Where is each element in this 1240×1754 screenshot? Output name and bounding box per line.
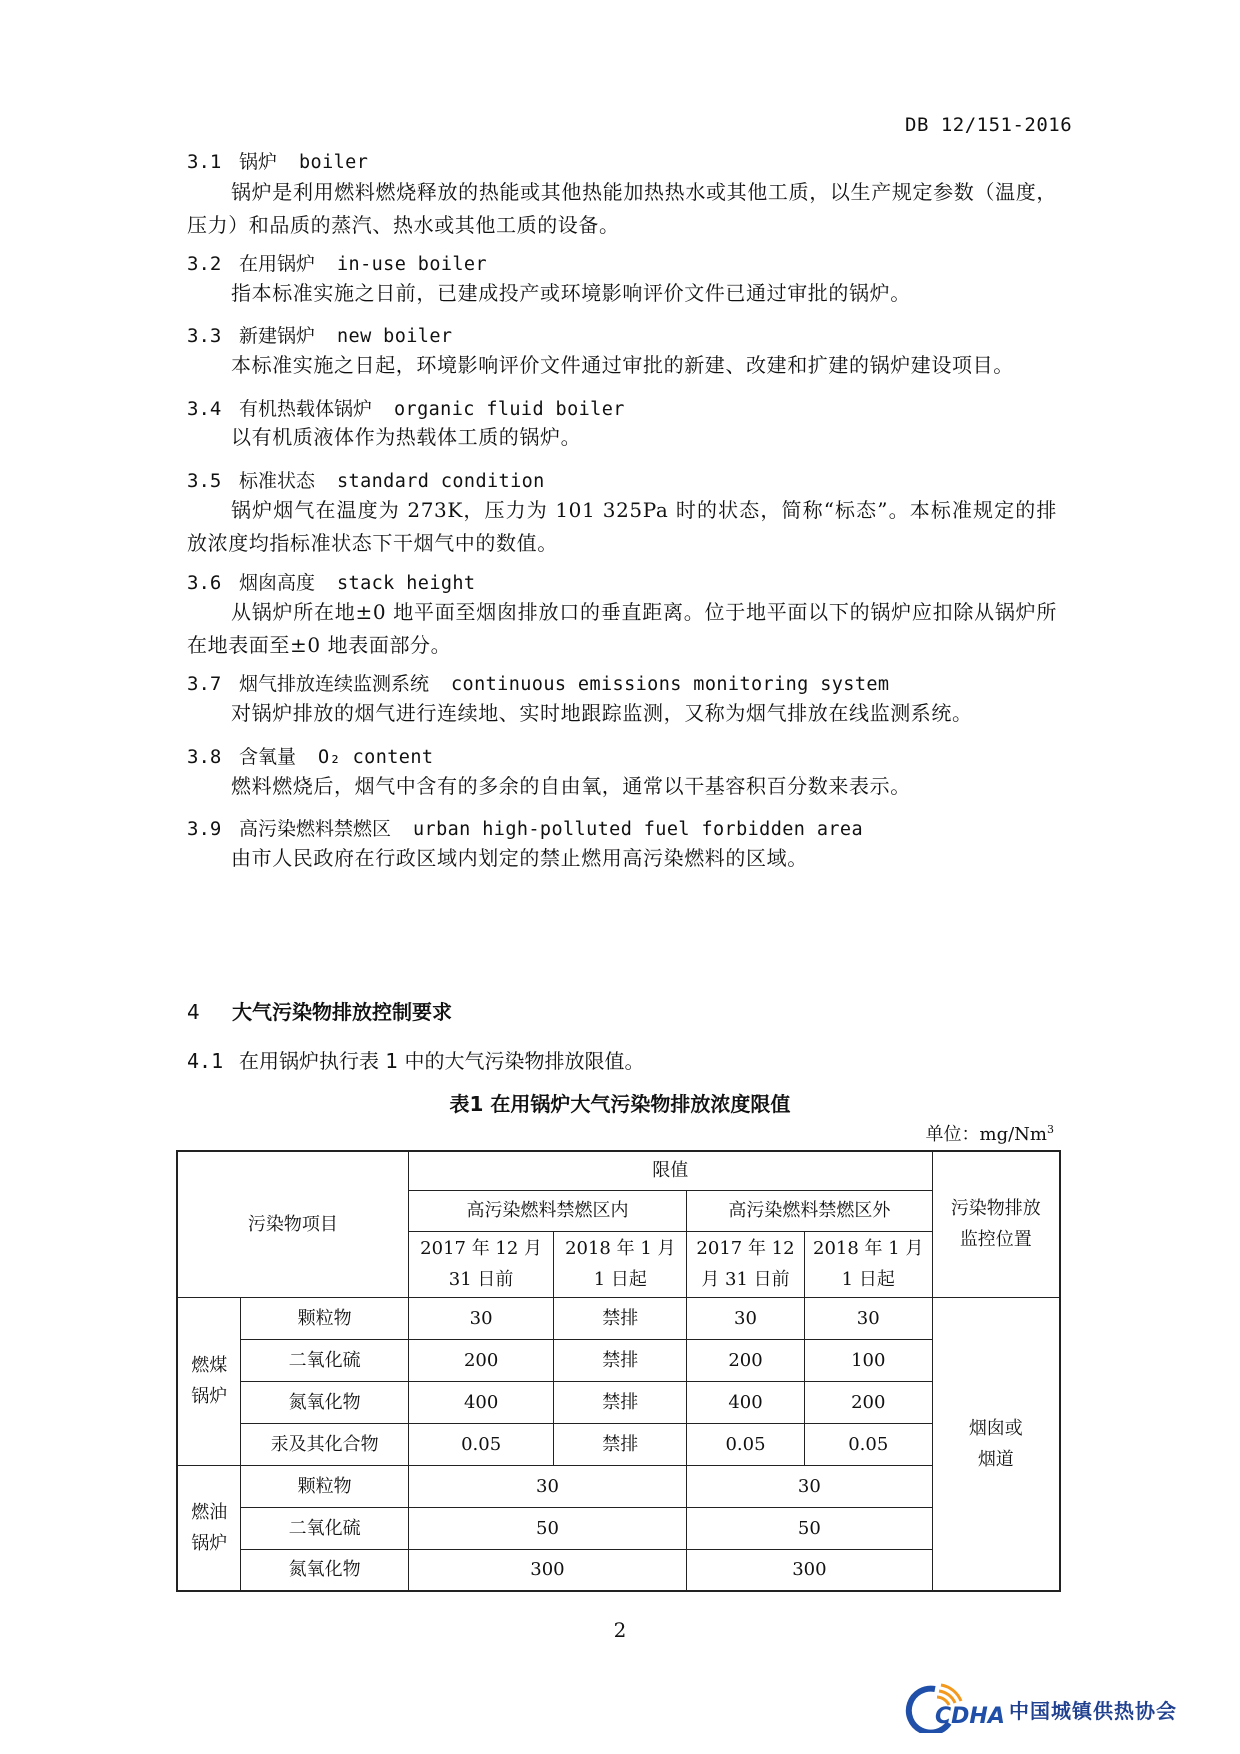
term-en: organic fluid boiler <box>394 399 625 420</box>
limit-value: 50 <box>408 1507 686 1549</box>
term-heading-3-5 <box>187 466 545 493</box>
term-heading-3-9 <box>187 814 863 841</box>
table-row <box>177 1339 1060 1381</box>
term-heading-3-8 <box>187 742 433 769</box>
term-definition-3-2: 指本标准实施之日前，已建成投产或环境影响评价文件已通过审批的锅炉。 <box>231 281 911 305</box>
limit-value: 禁排 <box>554 1423 687 1465</box>
unit-text: 单位：mg/Nm <box>925 1124 1047 1145</box>
table-row <box>177 1423 1060 1465</box>
term-number: 3.5 <box>187 470 222 492</box>
limit-value: 100 <box>804 1339 932 1381</box>
limit-value: 0.05 <box>804 1423 932 1465</box>
logo-mark-text: CDHA <box>935 1704 1005 1729</box>
limit-value: 30 <box>687 1465 933 1507</box>
limit-value: 400 <box>687 1381 805 1423</box>
term-heading-3-6 <box>187 568 475 595</box>
limit-value: 200 <box>804 1381 932 1423</box>
unit-superscript: 3 <box>1047 1123 1054 1136</box>
term-zh: 烟气排放连续监测系统 <box>239 673 430 695</box>
limit-value: 30 <box>408 1297 554 1339</box>
term-definition-3-7: 对锅炉排放的烟气进行连续地、实时地跟踪监测，又称为烟气排放在线监测系统。 <box>231 701 973 725</box>
term-definition-3-1: 锅炉是利用燃料燃烧释放的热能或其他热能加热热水或其他工质，以生产规定参数（温度，压力）和品质的蒸汽、热水或其他工质的设备。 <box>187 180 1057 237</box>
header-zone-outside: 高污染燃料禁燃区外 <box>687 1190 933 1231</box>
limit-value: 0.05 <box>408 1423 554 1465</box>
clause-number: 4.1 <box>187 1049 224 1073</box>
term-heading-3-3 <box>187 321 452 348</box>
limit-value: 200 <box>408 1339 554 1381</box>
section-title: 大气污染物排放控制要求 <box>232 1000 452 1024</box>
term-en: O₂ content <box>318 747 434 768</box>
term-definition-3-4: 以有机质液体作为热载体工质的锅炉。 <box>231 425 582 449</box>
term-zh: 新建锅炉 <box>239 325 316 347</box>
term-heading-3-2 <box>187 249 487 276</box>
pollutant-name: 汞及其化合物 <box>241 1423 408 1465</box>
term-number: 3.6 <box>187 572 222 594</box>
term-heading-3-1 <box>187 147 368 174</box>
term-number: 3.7 <box>187 673 222 695</box>
header-limit: 限值 <box>408 1151 932 1190</box>
limit-value: 300 <box>687 1549 933 1591</box>
limit-value: 禁排 <box>554 1339 687 1381</box>
section-4-heading <box>187 996 452 1025</box>
term-en: in-use boiler <box>337 254 488 275</box>
table-caption: 表1 在用锅炉大气污染物排放浓度限值 <box>449 1092 791 1116</box>
term-number: 3.4 <box>187 398 222 420</box>
header-zone-inside: 高污染燃料禁燃区内 <box>408 1190 686 1231</box>
term-en: stack height <box>337 573 476 594</box>
pollutant-name: 氮氧化物 <box>241 1549 408 1591</box>
logo-text: 中国城镇供热协会 <box>1009 1699 1177 1723</box>
table-row <box>177 1297 1060 1339</box>
document-id: DB 12/151-2016 <box>905 114 1073 136</box>
emission-limits-table <box>176 1150 1061 1592</box>
clause-text: 在用锅炉执行表 1 中的大气污染物排放限值。 <box>239 1049 645 1073</box>
term-zh: 在用锅炉 <box>239 253 316 275</box>
table-row <box>177 1465 1060 1507</box>
limit-value: 200 <box>687 1339 805 1381</box>
header-pollutant-item: 污染物项目 <box>177 1151 408 1297</box>
limit-value: 300 <box>408 1549 686 1591</box>
term-en: boiler <box>299 152 369 173</box>
limit-value: 0.05 <box>687 1423 805 1465</box>
clause-4-1 <box>187 1045 644 1074</box>
term-zh: 标准状态 <box>239 470 316 492</box>
table-row <box>177 1507 1060 1549</box>
limit-value: 30 <box>408 1465 686 1507</box>
term-definition-3-5: 锅炉烟气在温度为 273K，压力为 101 325Pa 时的状态，简称“标态”。本标准规定的排放浓度均指标准状态下干烟气中的数值。 <box>187 498 1057 555</box>
cdha-logo-mark-icon <box>905 1683 1009 1733</box>
header-date-4: 2018 年 1 月 1 日起 <box>804 1231 932 1297</box>
term-en: standard condition <box>337 471 545 492</box>
term-heading-3-7 <box>187 669 889 696</box>
term-zh: 有机热载体锅炉 <box>239 398 373 420</box>
table-row <box>177 1381 1060 1423</box>
term-zh: 含氧量 <box>239 746 297 768</box>
association-logo <box>905 1683 1215 1733</box>
table-unit <box>926 1120 1054 1146</box>
pollutant-name: 氮氧化物 <box>241 1381 408 1423</box>
limit-value: 30 <box>804 1297 932 1339</box>
pollutant-name: 颗粒物 <box>241 1297 408 1339</box>
term-en: continuous emissions monitoring system <box>451 674 890 695</box>
pollutant-name: 二氧化硫 <box>241 1507 408 1549</box>
header-date-3: 2017 年 12 月 31 日前 <box>687 1231 805 1297</box>
header-date-1: 2017 年 12 月 31 日前 <box>408 1231 554 1297</box>
pollutant-name: 二氧化硫 <box>241 1339 408 1381</box>
monitor-location: 烟囱或烟道 <box>932 1297 1060 1591</box>
term-heading-3-4 <box>187 394 625 421</box>
term-number: 3.8 <box>187 746 222 768</box>
term-definition-3-8: 燃料燃烧后，烟气中含有的多余的自由氧，通常以干基容积百分数来表示。 <box>231 774 911 798</box>
term-en: new boiler <box>337 326 453 347</box>
table-row <box>177 1549 1060 1591</box>
header-monitor-location: 污染物排放监控位置 <box>932 1151 1060 1297</box>
limit-value: 50 <box>687 1507 933 1549</box>
limit-value: 400 <box>408 1381 554 1423</box>
term-zh: 高污染燃料禁燃区 <box>239 818 392 840</box>
section-number: 4 <box>187 1000 200 1024</box>
term-number: 3.9 <box>187 818 222 840</box>
limit-value: 30 <box>687 1297 805 1339</box>
limit-value: 禁排 <box>554 1297 687 1339</box>
coal-boiler-label: 燃煤锅炉 <box>177 1297 241 1465</box>
oil-boiler-label: 燃油锅炉 <box>177 1465 241 1591</box>
term-definition-3-6: 从锅炉所在地±0 地平面至烟囱排放口的垂直距离。位于地平面以下的锅炉应扣除从锅炉所在地表面至±0 地表面部分。 <box>187 600 1057 657</box>
term-number: 3.1 <box>187 151 222 173</box>
term-en: urban high-polluted fuel forbidden area <box>413 819 863 840</box>
page-number: 2 <box>613 1618 627 1642</box>
term-definition-3-3: 本标准实施之日起，环境影响评价文件通过审批的新建、改建和扩建的锅炉建设项目。 <box>231 353 1014 377</box>
term-zh: 锅炉 <box>239 151 278 173</box>
term-zh: 烟囱高度 <box>239 572 316 594</box>
limit-value: 禁排 <box>554 1381 687 1423</box>
term-number: 3.2 <box>187 253 222 275</box>
term-number: 3.3 <box>187 325 222 347</box>
pollutant-name: 颗粒物 <box>241 1465 408 1507</box>
term-definition-3-9: 由市人民政府在行政区域内划定的禁止燃用高污染燃料的区域。 <box>231 846 808 870</box>
header-date-2: 2018 年 1 月 1 日起 <box>554 1231 687 1297</box>
